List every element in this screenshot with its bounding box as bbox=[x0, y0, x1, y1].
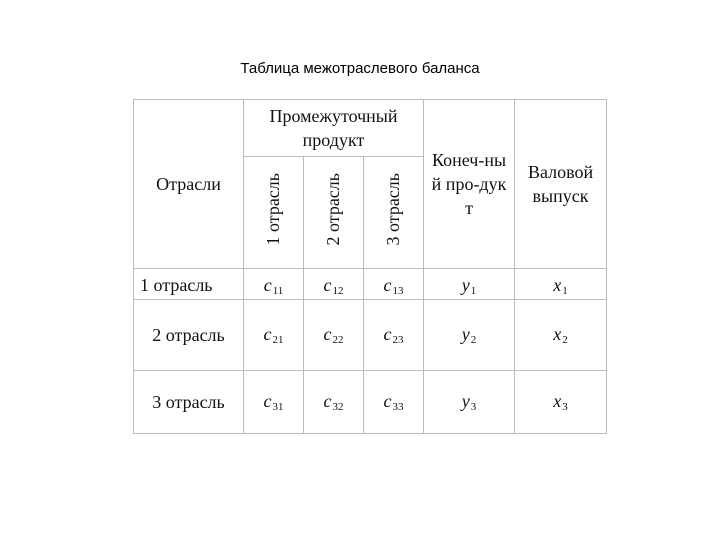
coefficient-cell: $c_{32}$ bbox=[304, 370, 364, 433]
table-row bbox=[134, 269, 607, 300]
coefficient-cell: $c_{23}$ bbox=[364, 299, 424, 370]
table-row bbox=[134, 370, 607, 433]
header-row-top bbox=[134, 100, 607, 157]
header-sub-branch-1 bbox=[244, 157, 304, 269]
coefficient-cell: $c_{11}$ bbox=[244, 269, 304, 300]
header-gross-output bbox=[515, 100, 607, 269]
gross-output-cell: $x_3$ bbox=[515, 370, 607, 433]
final-product-cell: $y_1$ bbox=[424, 269, 515, 300]
header-gross-label: Валовой выпуск bbox=[527, 161, 594, 206]
final-product-cell: $y_3$ bbox=[424, 370, 515, 433]
header-final-product bbox=[424, 100, 515, 269]
header-sub-branch-1-label: 1 отрасль bbox=[263, 173, 284, 246]
table-row bbox=[134, 299, 607, 370]
coefficient-cell: $c_{31}$ bbox=[244, 370, 304, 433]
final-product-cell: $y_2$ bbox=[424, 299, 515, 370]
header-sub-branch-3-label: 3 отрасль bbox=[383, 173, 404, 246]
coefficient-cell: $c_{33}$ bbox=[364, 370, 424, 433]
coefficient-cell: $c_{21}$ bbox=[244, 299, 304, 370]
header-sub-branch-3 bbox=[364, 157, 424, 269]
intersectoral-balance-table bbox=[133, 99, 607, 434]
page-title: Таблица межотраслевого баланса bbox=[240, 60, 480, 77]
coefficient-cell: $c_{12}$ bbox=[304, 269, 364, 300]
gross-output-cell: $x_2$ bbox=[515, 299, 607, 370]
header-sub-branch-2 bbox=[304, 157, 364, 269]
header-intermediate-label: Промежуточный продукт bbox=[269, 105, 398, 150]
gross-output-cell: $x_1$ bbox=[515, 269, 607, 300]
coefficient-cell: $c_{22}$ bbox=[304, 299, 364, 370]
header-intermediate-product bbox=[244, 100, 424, 157]
row-label: 2 отрасль bbox=[134, 299, 244, 370]
header-branches: Отрасли bbox=[134, 100, 244, 269]
header-sub-branch-2-label: 2 отрасль bbox=[323, 173, 344, 246]
coefficient-cell: $c_{13}$ bbox=[364, 269, 424, 300]
row-label: 3 отрасль bbox=[134, 370, 244, 433]
header-final-label: Конеч-ный про-дукт bbox=[431, 149, 507, 219]
row-label: 1 отрасль bbox=[134, 269, 244, 300]
